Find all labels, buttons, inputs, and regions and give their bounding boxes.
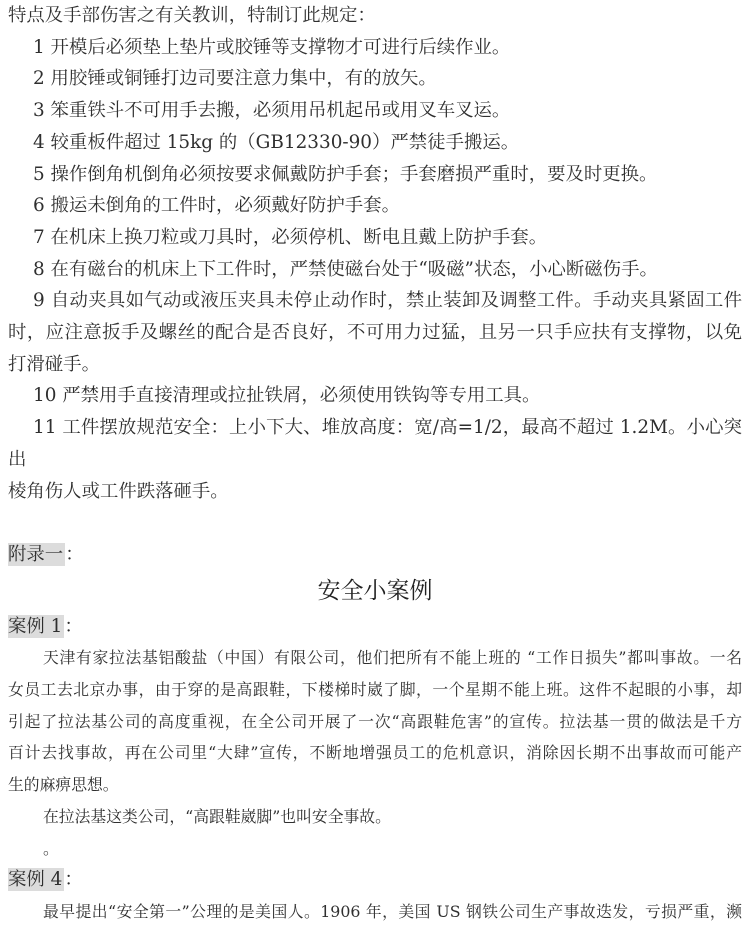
case4-label: 案例 4 (8, 869, 63, 891)
rule-item-9-line-3: 打滑碰手。 (8, 353, 100, 375)
case1-para1-line-5: 生的麻痹思想。 (8, 775, 119, 795)
case1-para1-line-2: 女员工去北京办事，由于穿的是高跟鞋，下楼梯时崴了脚，一个星期不能上班。这件不起眼的小事，却 (8, 680, 742, 700)
rule-item-1: 1 开模后必须垫上垫片或胶锤等支撑物才可进行后续作业。 (33, 36, 511, 58)
case1-label: 案例 1 (8, 615, 63, 637)
rule-item-11-line-2: 棱角伤人或工件跌落砸手。 (8, 480, 229, 502)
case1-para1-line-4: 百计去找事故，再在公司里“大肆”宣传，不断地增强员工的危机意识，消除因长期不出事故而可能产 (8, 743, 742, 763)
rule-item-2: 2 用胶锤或铜锤打边司要注意力集中，有的放矢。 (33, 68, 437, 90)
case4-label-line (8, 864, 742, 896)
rule-item-11-line-1: 11 工件摆放规范安全：上小下大、堆放高度：宽/高=1/2，最高不超过 1.2M。小心突出 (8, 417, 742, 470)
appendix-heading: 安全小案例 (317, 577, 433, 604)
case4-label-colon: ： (64, 869, 83, 891)
rule-item-7: 7 在机床上换刀粒或刀具时，必须停机、断电且戴上防护手套。 (33, 226, 548, 248)
case1-para1-line-3: 引起了拉法基公司的高度重视，在全公司开展了一次“高跟鞋危害”的宣传。拉法基一贯的做法是千方 (8, 711, 742, 731)
rule-item-5: 5 操作倒角机倒角必须按要求佩戴防护手套；手套磨损严重时，要及时更换。 (33, 163, 658, 185)
appendix-label-line (8, 539, 742, 571)
rule-item-9-line-2: 时，应注意扳手及螺丝的配合是否良好，不可用力过猛，且另一只手应扶有支撑物，以免 (8, 322, 742, 344)
stray-period-line: 。 (43, 838, 59, 858)
case1-label-line (8, 611, 742, 643)
blank-line (8, 507, 742, 539)
case1-para1-line-1: 天津有家拉法基铝酸盐（中国）有限公司，他们把所有不能上班的 “工作日损失”都叫事故。一名 (43, 648, 742, 668)
rule-item-10: 10 严禁用手直接清理或拉扯铁屑，必须使用铁钩等专用工具。 (33, 385, 541, 407)
appendix-label-colon: ： (65, 543, 84, 565)
intro-line: 特点及手部伤害之有关教训，特制订此规定： (8, 5, 376, 26)
rule-item-8: 8 在有磁台的机床上下工件时，严禁使磁台处于“吸磁”状态，小心断磁伤手。 (33, 258, 658, 280)
rule-item-9-line-1: 9 自动夹具如气动或液压夹具未停止动作时，禁止装卸及调整工件。手动夹具紧固工件 (33, 290, 742, 312)
rule-item-6: 6 搬运未倒角的工件时，必须戴好防护手套。 (33, 195, 400, 217)
rule-item-3: 3 笨重铁斗不可用手去搬，必须用吊机起吊或用叉车叉运。 (33, 100, 511, 122)
case4-para1-line-1: 最早提出“安全第一”公理的是美国人。1906 年，美国 US 钢铁公司生产事故迭发，亏损严重，濒 (43, 901, 742, 921)
case1-para2: 在拉法基这类公司，“高跟鞋崴脚”也叫安全事故。 (43, 806, 391, 826)
rule-item-4: 4 较重板件超过 15kg 的（GB12330-90）严禁徒手搬运。 (33, 131, 520, 153)
case1-label-colon: ： (64, 615, 83, 637)
appendix-label: 附录一 (8, 543, 64, 565)
